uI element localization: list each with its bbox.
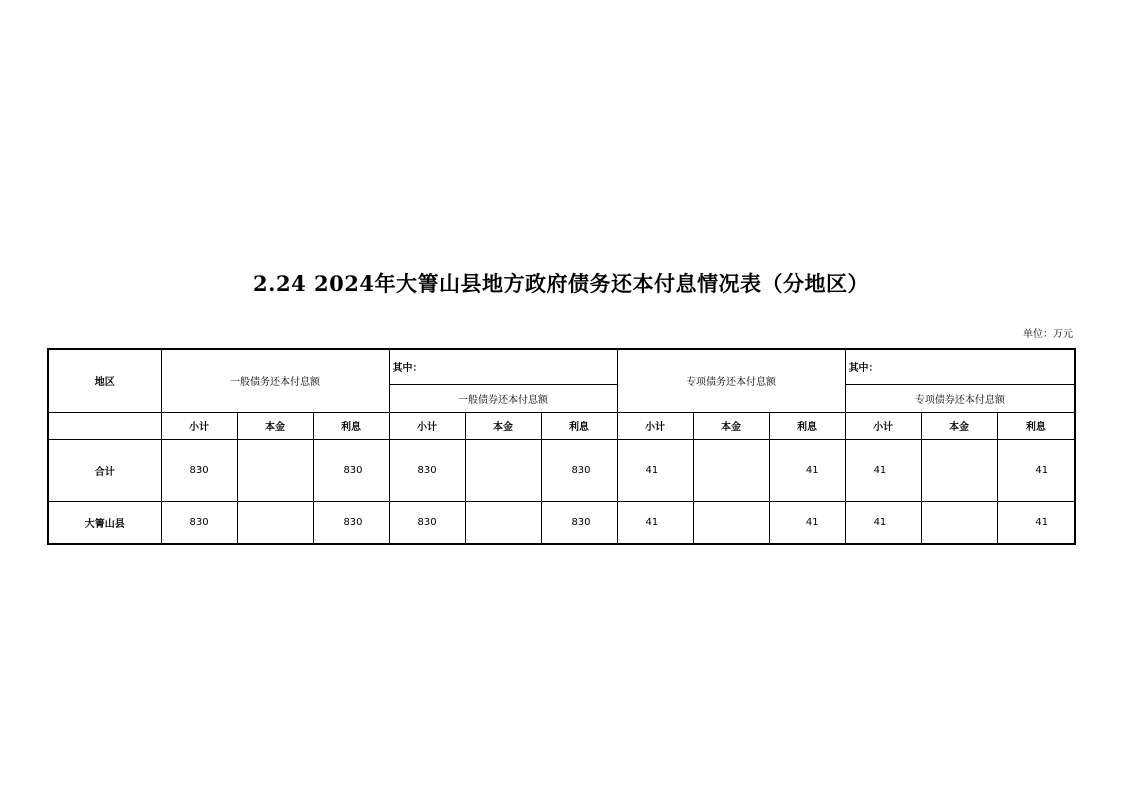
cell-special-bond-interest: 41 — [997, 501, 1075, 544]
cell-special-bond-subtotal: 41 — [845, 439, 921, 501]
cell-special-subtotal: 41 — [617, 501, 693, 544]
header-row-3 — [48, 412, 1075, 439]
cell-special-bond-subtotal: 41 — [845, 501, 921, 544]
cell-general-bond-principal — [465, 501, 541, 544]
header-row-1 — [48, 349, 1075, 384]
header-subtotal: 小计 — [845, 412, 921, 439]
cell-general-subtotal: 830 — [161, 501, 237, 544]
row-region: 大箐山县 — [48, 501, 161, 544]
header-interest: 利息 — [313, 412, 389, 439]
cell-general-bond-interest: 830 — [541, 439, 617, 501]
cell-general-bond-subtotal: 830 — [389, 439, 465, 501]
header-general-total: 一般债务还本付息额 — [161, 349, 389, 412]
page-title: 2.24 2024年大箐山县地方政府债务还本付息情况表（分地区） — [253, 271, 869, 296]
unit-label: 单位：万元 — [1023, 329, 1073, 340]
header-subtotal: 小计 — [389, 412, 465, 439]
cell-general-principal — [237, 439, 313, 501]
cell-general-interest: 830 — [313, 439, 389, 501]
cell-special-interest: 41 — [769, 501, 845, 544]
header-region: 地区 — [48, 349, 161, 412]
table-row — [48, 439, 1075, 501]
header-special-bond: 专项债券还本付息额 — [845, 384, 1075, 412]
cell-general-bond-interest: 830 — [541, 501, 617, 544]
header-of-which-general: 其中： — [389, 349, 617, 384]
table-row — [48, 501, 1075, 544]
cell-special-principal — [693, 501, 769, 544]
header-interest: 利息 — [997, 412, 1075, 439]
cell-general-subtotal: 830 — [161, 439, 237, 501]
header-principal: 本金 — [693, 412, 769, 439]
header-general-bond: 一般债券还本付息额 — [389, 384, 617, 412]
cell-special-subtotal: 41 — [617, 439, 693, 501]
cell-general-bond-principal — [465, 439, 541, 501]
header-subtotal: 小计 — [617, 412, 693, 439]
row-region: 合计 — [48, 439, 161, 501]
cell-general-principal — [237, 501, 313, 544]
cell-special-interest: 41 — [769, 439, 845, 501]
header-principal: 本金 — [465, 412, 541, 439]
header-interest: 利息 — [769, 412, 845, 439]
header-interest: 利息 — [541, 412, 617, 439]
cell-special-bond-interest: 41 — [997, 439, 1075, 501]
header-empty — [48, 412, 161, 439]
header-principal: 本金 — [921, 412, 997, 439]
cell-general-bond-subtotal: 830 — [389, 501, 465, 544]
cell-special-principal — [693, 439, 769, 501]
cell-special-bond-principal — [921, 439, 997, 501]
header-special-total: 专项债务还本付息额 — [617, 349, 845, 412]
debt-table — [47, 348, 1076, 545]
cell-special-bond-principal — [921, 501, 997, 544]
header-of-which-special: 其中： — [845, 349, 1075, 384]
cell-general-interest: 830 — [313, 501, 389, 544]
header-principal: 本金 — [237, 412, 313, 439]
header-subtotal: 小计 — [161, 412, 237, 439]
